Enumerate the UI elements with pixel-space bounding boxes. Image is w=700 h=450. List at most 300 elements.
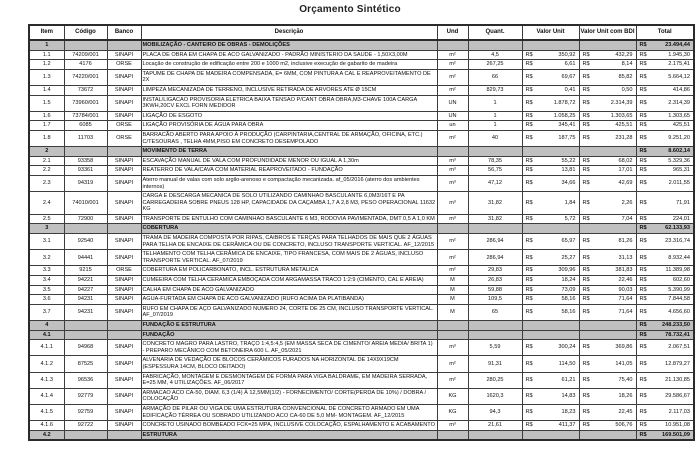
currency-symbol: R$ — [582, 157, 590, 164]
cell-item: 1.1 — [29, 50, 64, 60]
cell-quant: 267,25 — [468, 60, 522, 70]
cell-total-value — [638, 377, 693, 384]
cell-banco — [107, 40, 141, 50]
cell-und — [437, 40, 468, 50]
currency-symbol: R$ — [525, 409, 533, 416]
cell-valor-unit-bdi — [579, 121, 636, 131]
cell-total-value — [638, 225, 693, 232]
cell-quant — [468, 330, 522, 340]
cell-codigo — [64, 330, 107, 340]
cell-banco: SINAPI — [107, 304, 141, 320]
cell-quant: 1620,3 — [468, 388, 522, 404]
cell-quant: 1 — [468, 111, 522, 121]
cell-banco: SINAPI — [107, 340, 141, 356]
currency-amount: 309,96 — [558, 267, 576, 274]
cell-valor-unit-value — [524, 409, 578, 416]
cell-total-value — [638, 432, 693, 439]
cell-banco: SINAPI — [107, 276, 141, 286]
currency-symbol: R$ — [525, 180, 533, 187]
cell-banco: SINAPI — [107, 111, 141, 121]
cell-valor-unit-bdi — [579, 147, 636, 157]
cell-item: 4.1.2 — [29, 356, 64, 372]
cell-descricao: TRANSPORTE DE ENTULHO COM CAMINHAO BASCULANTE 6 M3, RODOVIA PAVIMENTADA, DMT 0,5 A 1,0 KM — [141, 214, 437, 224]
currency-amount: 71,91 — [676, 199, 690, 206]
cell-valor-unit — [522, 330, 579, 340]
currency-amount: 6,61 — [564, 61, 576, 68]
cell-valor-unit — [522, 147, 579, 157]
cell-valor-unit-bdi-value — [581, 238, 635, 245]
cell-total-value — [638, 148, 693, 155]
currency-symbol: R$ — [525, 267, 533, 274]
cell-valor-unit-bdi — [579, 95, 636, 111]
cell-valor-unit — [522, 85, 579, 95]
cell-codigo — [64, 321, 107, 331]
cell-valor-unit-bdi-value — [581, 61, 635, 68]
currency-amount: 248.233,50 — [662, 322, 690, 328]
currency-amount: 1.303,65 — [668, 112, 690, 119]
cell-valor-unit-bdi-value — [581, 377, 635, 384]
cell-total-value — [638, 267, 693, 274]
cell-total — [636, 69, 694, 85]
cell-quant: 280,25 — [468, 372, 522, 388]
currency-symbol: R$ — [582, 135, 590, 142]
cell-und: m³ — [437, 192, 468, 215]
currency-amount: 75,40 — [618, 376, 633, 383]
cell-total — [636, 266, 694, 276]
cell-codigo: 6085 — [64, 121, 107, 131]
currency-amount: 62.133,93 — [665, 225, 690, 232]
cell-valor-unit-bdi-value — [581, 100, 635, 107]
cell-codigo: 94968 — [64, 340, 107, 356]
currency-amount: 71,64 — [618, 309, 633, 316]
cell-item: 1.7 — [29, 121, 64, 131]
currency-symbol: R$ — [582, 277, 590, 284]
table-row — [29, 266, 694, 276]
cell-quant: 91,31 — [468, 356, 522, 372]
cell-codigo: 94231 — [64, 295, 107, 305]
cell-valor-unit-bdi — [579, 276, 636, 286]
cell-valor-unit-value — [524, 287, 578, 294]
cell-total — [636, 40, 694, 50]
cell-codigo: 9215 — [64, 266, 107, 276]
currency-amount: 10.951,08 — [665, 422, 690, 429]
cell-valor-unit-bdi-value — [581, 409, 635, 416]
cell-valor-unit — [522, 356, 579, 372]
cell-quant: 65 — [468, 304, 522, 320]
cell-valor-unit-bdi — [579, 69, 636, 85]
currency-symbol: R$ — [639, 157, 647, 164]
cell-descricao: Locação de construção de edificação entre 200 e 1000 m2, inclusive execução de gabarito de madeira — [141, 60, 437, 70]
table-row — [29, 60, 694, 70]
cell-total — [636, 85, 694, 95]
currency-symbol: R$ — [639, 199, 647, 206]
cell-und: UN — [437, 111, 468, 121]
cell-descricao: REATERRO DE VALA/CAVA COM MATERIAL REAPROVEITADO - FUNDAÇÃO — [141, 166, 437, 176]
currency-amount: 22,45 — [618, 409, 633, 416]
cell-descricao: ESCAVAÇÃO MANUAL DE VALA COM PROFUNDIDADE MENOR OU IGUAL A 1,30m — [141, 156, 437, 166]
cell-total-value — [638, 122, 693, 129]
currency-amount: 965,31 — [672, 167, 690, 174]
cell-codigo: 94441 — [64, 250, 107, 266]
currency-symbol: R$ — [582, 122, 590, 129]
currency-amount: 350,92 — [558, 51, 576, 58]
cell-total-value — [638, 158, 693, 165]
cell-valor-unit-value — [524, 277, 578, 284]
cell-total-value — [638, 180, 693, 187]
cell-quant: 94,3 — [468, 404, 522, 420]
cell-valor-unit-value — [524, 52, 578, 59]
cell-item: 4.1.1 — [29, 340, 64, 356]
currency-amount: 8.602,14 — [668, 148, 690, 155]
cell-item: 3 — [29, 224, 64, 234]
currency-amount: 300,24 — [558, 344, 576, 351]
currency-amount: 34,66 — [561, 180, 576, 187]
currency-amount: 1.303,65 — [610, 112, 633, 119]
currency-amount: 9.251,20 — [668, 135, 690, 142]
currency-amount: 25,27 — [561, 254, 576, 261]
cell-valor-unit-value — [524, 74, 578, 81]
currency-amount: 2.314,39 — [668, 99, 690, 106]
cell-und — [437, 330, 468, 340]
cell-quant: 1 — [468, 95, 522, 111]
currency-symbol: R$ — [582, 51, 590, 58]
cell-valor-unit-value — [524, 167, 578, 174]
cell-valor-unit-bdi — [579, 111, 636, 121]
cell-valor-unit-bdi — [579, 340, 636, 356]
currency-symbol: R$ — [639, 112, 647, 119]
currency-amount: 71,64 — [618, 296, 633, 303]
cell-quant — [468, 40, 522, 50]
currency-symbol: R$ — [525, 344, 533, 351]
cell-valor-unit-bdi-value — [581, 267, 635, 274]
header-valor-unit: Valor Unit — [522, 25, 579, 40]
currency-amount: 5,72 — [564, 215, 576, 222]
cell-valor-unit — [522, 192, 579, 215]
cell-codigo: 74220/001 — [64, 69, 107, 85]
cell-descricao: COBERTURA — [141, 224, 437, 234]
table-row — [29, 85, 694, 95]
cell-codigo: 94227 — [64, 285, 107, 295]
cell-codigo: 94231 — [64, 304, 107, 320]
cell-total-value — [638, 255, 693, 262]
currency-symbol: R$ — [639, 51, 647, 58]
header-banco: Banco — [107, 25, 141, 40]
cell-descricao: CONCRETO MAGRO PARA LASTRO, TRAÇO 1:4,5:4,5 (EM MASSA SECA DE CIMENTO/ AREIA MEDIA/ BRITA 1) - PREPARO MECÂNICO COM BETONEIRA 600 L. AF_05/2021 — [141, 340, 437, 356]
cell-und: M — [437, 285, 468, 295]
cell-valor-unit — [522, 95, 579, 111]
cell-banco — [107, 224, 141, 234]
cell-item: 4.2 — [29, 430, 64, 440]
currency-amount: 78.732,41 — [665, 331, 690, 338]
cell-valor-unit — [522, 421, 579, 431]
currency-amount: 1.945,30 — [668, 51, 690, 58]
currency-amount: 0,41 — [564, 86, 576, 93]
header-item: Item — [29, 25, 64, 40]
cell-descricao: TRAMA DE MADEIRA COMPOSTA POR RIPAS, CAIBROS E TERÇAS PARA TELHADOS DE MAIS QUE 2 ÁGUAS PARA TELHA DE ENCAIXE DE CERÂMICA OU DE CONCRETO, INCLUSO TRANSPORTE VERTICAL. AF_12/2015 — [141, 234, 437, 250]
cell-banco: ORSE — [107, 266, 141, 276]
cell-valor-unit-value — [524, 344, 578, 351]
cell-total — [636, 175, 694, 191]
cell-item: 4 — [29, 321, 64, 331]
cell-total — [636, 276, 694, 286]
cell-quant — [468, 224, 522, 234]
currency-symbol: R$ — [582, 393, 590, 400]
currency-symbol: R$ — [525, 360, 533, 367]
cell-und: m² — [437, 130, 468, 146]
currency-symbol: R$ — [639, 393, 647, 400]
currency-symbol: R$ — [639, 167, 647, 174]
cell-item: 4.1.4 — [29, 388, 64, 404]
currency-amount: 169.501,09 — [662, 431, 690, 438]
cell-codigo: 92722 — [64, 421, 107, 431]
cell-banco: SINAPI — [107, 285, 141, 295]
currency-symbol: R$ — [582, 344, 590, 351]
cell-descricao: FUNDAÇÃO E ESTRUTURA — [141, 321, 437, 331]
cell-banco: ORSE — [107, 121, 141, 131]
cell-valor-unit — [522, 214, 579, 224]
cell-valor-unit — [522, 276, 579, 286]
cell-valor-unit — [522, 50, 579, 60]
cell-total-value — [638, 409, 693, 416]
currency-symbol: R$ — [525, 215, 533, 222]
cell-total-value — [638, 200, 693, 207]
currency-amount: 141,05 — [615, 360, 633, 367]
cell-banco: SINAPI — [107, 421, 141, 431]
cell-total-value — [638, 52, 693, 59]
cell-und: m³ — [437, 156, 468, 166]
cell-item: 4.1 — [29, 330, 64, 340]
cell-valor-unit — [522, 156, 579, 166]
cell-item: 1.5 — [29, 95, 64, 111]
currency-amount: 61,21 — [561, 376, 576, 383]
cell-valor-unit-bdi-value — [581, 255, 635, 262]
currency-symbol: R$ — [525, 254, 533, 261]
currency-symbol: R$ — [639, 42, 647, 48]
cell-total — [636, 224, 694, 234]
cell-total — [636, 95, 694, 111]
cell-quant: 78,35 — [468, 156, 522, 166]
table-row — [29, 304, 694, 320]
currency-symbol: R$ — [639, 296, 647, 303]
currency-symbol: R$ — [525, 286, 533, 293]
cell-valor-unit-bdi-value — [581, 361, 635, 368]
currency-amount: 0,50 — [621, 86, 633, 93]
cell-descricao: Aterro manual de valas com solo argilo-arenoso e compactação mecanizada. af_05/2016 (aterro dos ambientes internos) — [141, 175, 437, 191]
currency-amount: 23.494,44 — [665, 42, 690, 48]
cell-banco: SINAPI — [107, 295, 141, 305]
cell-codigo: 74209/001 — [64, 50, 107, 60]
table-row — [29, 372, 694, 388]
cell-valor-unit-bdi — [579, 266, 636, 276]
cell-item: 1.2 — [29, 60, 64, 70]
currency-symbol: R$ — [525, 112, 533, 119]
currency-symbol: R$ — [582, 267, 590, 274]
cell-banco: SINAPI — [107, 356, 141, 372]
cell-total — [636, 285, 694, 295]
cell-valor-unit-bdi-value — [581, 135, 635, 142]
cell-quant: 26,83 — [468, 276, 522, 286]
currency-symbol: R$ — [525, 199, 533, 206]
table-row — [29, 234, 694, 250]
currency-symbol: R$ — [582, 422, 590, 429]
currency-amount: 1,84 — [564, 199, 576, 206]
currency-amount: 81,26 — [618, 238, 633, 245]
currency-symbol: R$ — [582, 254, 590, 261]
currency-amount: 7.844,58 — [668, 296, 690, 303]
table-row — [29, 166, 694, 176]
cell-und — [437, 430, 468, 440]
currency-symbol: R$ — [639, 277, 647, 284]
cell-banco: SINAPI — [107, 372, 141, 388]
cell-total — [636, 304, 694, 320]
currency-amount: 18,24 — [561, 277, 576, 284]
cell-descricao: TELHAMENTO COM TELHA CERÂMICA DE ENCAIXE, TIPO FRANCESA, COM MAIS DE 2 ÁGUAS, INCLUSO TRANSPORTE VERTICAL. AF_07/2019 — [141, 250, 437, 266]
cell-total — [636, 50, 694, 60]
cell-valor-unit-bdi-value — [581, 158, 635, 165]
cell-und: m² — [437, 372, 468, 388]
cell-item: 3.7 — [29, 304, 64, 320]
cell-codigo: 72900 — [64, 214, 107, 224]
currency-symbol: R$ — [525, 135, 533, 142]
cell-quant — [468, 147, 522, 157]
cell-und: m³ — [437, 214, 468, 224]
currency-amount: 2.314,39 — [610, 99, 633, 106]
currency-symbol: R$ — [525, 393, 533, 400]
cell-banco: SINAPI — [107, 388, 141, 404]
currency-symbol: R$ — [639, 331, 647, 338]
cell-und: m³ — [437, 340, 468, 356]
cell-total-value — [638, 100, 693, 107]
currency-amount: 68,02 — [618, 157, 633, 164]
cell-banco: SINAPI — [107, 50, 141, 60]
currency-symbol: R$ — [639, 409, 647, 416]
cell-descricao: PLACA DE OBRA EM CHAPA DE ACO GALVANIZADO - PADRÃO MINISTERIO DA SAUDE - 1,50X3,00M — [141, 50, 437, 60]
cell-item: 2.1 — [29, 156, 64, 166]
cell-total — [636, 404, 694, 420]
cell-valor-unit — [522, 69, 579, 85]
cell-total — [636, 421, 694, 431]
currency-symbol: R$ — [582, 376, 590, 383]
cell-quant: 286,94 — [468, 250, 522, 266]
cell-valor-unit-value — [524, 361, 578, 368]
cell-valor-unit-bdi — [579, 156, 636, 166]
table-row — [29, 404, 694, 420]
cell-total-value — [638, 287, 693, 294]
table-row — [29, 121, 694, 131]
cell-valor-unit — [522, 234, 579, 250]
currency-symbol: R$ — [639, 225, 647, 232]
currency-symbol: R$ — [639, 215, 647, 222]
cell-valor-unit-bdi — [579, 250, 636, 266]
cell-descricao: CONCRETO USINADO BOMBEADO FCK=25 MPA, INCLUSIVE COLOCAÇÃO, ESPALHAMENTO E ACABAMENTO — [141, 421, 437, 431]
cell-und: m³ — [437, 175, 468, 191]
cell-total — [636, 156, 694, 166]
cell-und: m³ — [437, 166, 468, 176]
currency-symbol: R$ — [639, 309, 647, 316]
cell-banco: ORSE — [107, 60, 141, 70]
currency-amount: 381,83 — [615, 267, 633, 274]
cell-total — [636, 130, 694, 146]
cell-total-value — [638, 277, 693, 284]
section-row — [29, 147, 694, 157]
cell-item: 1.4 — [29, 85, 64, 95]
cell-valor-unit-bdi-value — [581, 113, 635, 120]
cell-total-value — [638, 42, 693, 49]
cell-valor-unit-value — [524, 135, 578, 142]
cell-valor-unit-bdi — [579, 85, 636, 95]
cell-valor-unit-bdi — [579, 356, 636, 372]
cell-total — [636, 430, 694, 440]
cell-valor-unit-value — [524, 422, 578, 429]
cell-valor-unit — [522, 224, 579, 234]
currency-amount: 2.011,55 — [668, 180, 690, 187]
cell-und: KG — [437, 404, 468, 420]
currency-symbol: R$ — [582, 112, 590, 119]
currency-amount: 4.656,60 — [668, 309, 690, 316]
section-row — [29, 321, 694, 331]
currency-symbol: R$ — [639, 135, 647, 142]
header-row — [29, 25, 694, 40]
currency-symbol: R$ — [525, 74, 533, 81]
currency-symbol: R$ — [582, 360, 590, 367]
currency-amount: 7,04 — [621, 215, 633, 222]
cell-und: m² — [437, 85, 468, 95]
cell-total-value — [638, 61, 693, 68]
currency-amount: 58,16 — [561, 296, 576, 303]
cell-valor-unit-bdi-value — [581, 87, 635, 94]
currency-symbol: R$ — [639, 322, 647, 328]
cell-und: M — [437, 295, 468, 305]
cell-valor-unit-bdi-value — [581, 180, 635, 187]
cell-codigo: 92779 — [64, 388, 107, 404]
cell-und: m² — [437, 234, 468, 250]
cell-und: un — [437, 121, 468, 131]
currency-amount: 21.130,85 — [665, 376, 690, 383]
cell-valor-unit-bdi — [579, 175, 636, 191]
cell-descricao: ALVENARIA DE VEDAÇÃO DE BLOCOS CERÂMICOS FURADOS NA HORIZONTAL DE 14X9X19CM (ESPESSURA 14CM, BLOCO DEITADO) — [141, 356, 437, 372]
cell-quant: 829,73 — [468, 85, 522, 95]
cell-total — [636, 111, 694, 121]
currency-amount: 114,50 — [558, 360, 576, 367]
cell-total — [636, 356, 694, 372]
cell-descricao: CALHA EM CHAPA DE ACO GALVANIZADO — [141, 285, 437, 295]
cell-descricao: ARMAÇÃO DE PILAR OU VIGA DE UMA ESTRUTURA CONVENCIONAL DE CONCRETO ARMADO EM UMA EDIFICAÇÃO TÉRREA OU SOBRADO UTILIZANDO ACO CA-60 DE 5,0 MM- MONTAGEM. AF_12/2015 — [141, 404, 437, 420]
cell-total — [636, 388, 694, 404]
cell-und — [437, 321, 468, 331]
cell-total-value — [638, 422, 693, 429]
cell-total-value — [638, 322, 693, 329]
cell-valor-unit-bdi — [579, 192, 636, 215]
cell-banco — [107, 147, 141, 157]
currency-symbol: R$ — [639, 148, 647, 155]
cell-valor-unit-bdi — [579, 304, 636, 320]
cell-descricao: LIMPEZA MECANIZADA DE TERRENO, INCLUSIVE RETIRADA DE ARVORES ATE Ø 15CM — [141, 85, 437, 95]
cell-item: 2.2 — [29, 166, 64, 176]
table-row — [29, 130, 694, 146]
currency-symbol: R$ — [525, 167, 533, 174]
cell-valor-unit-value — [524, 158, 578, 165]
cell-valor-unit-bdi — [579, 330, 636, 340]
cell-valor-unit-bdi — [579, 224, 636, 234]
cell-codigo: 74010/001 — [64, 192, 107, 215]
header-valor-unit-bdi: Valor Unit com BDI — [579, 25, 636, 40]
currency-amount: 224,01 — [672, 215, 690, 222]
currency-amount: 85,82 — [618, 74, 633, 81]
currency-symbol: R$ — [639, 86, 647, 93]
currency-symbol: R$ — [582, 409, 590, 416]
cell-valor-unit-value — [524, 216, 578, 223]
cell-quant: 31,82 — [468, 192, 522, 215]
